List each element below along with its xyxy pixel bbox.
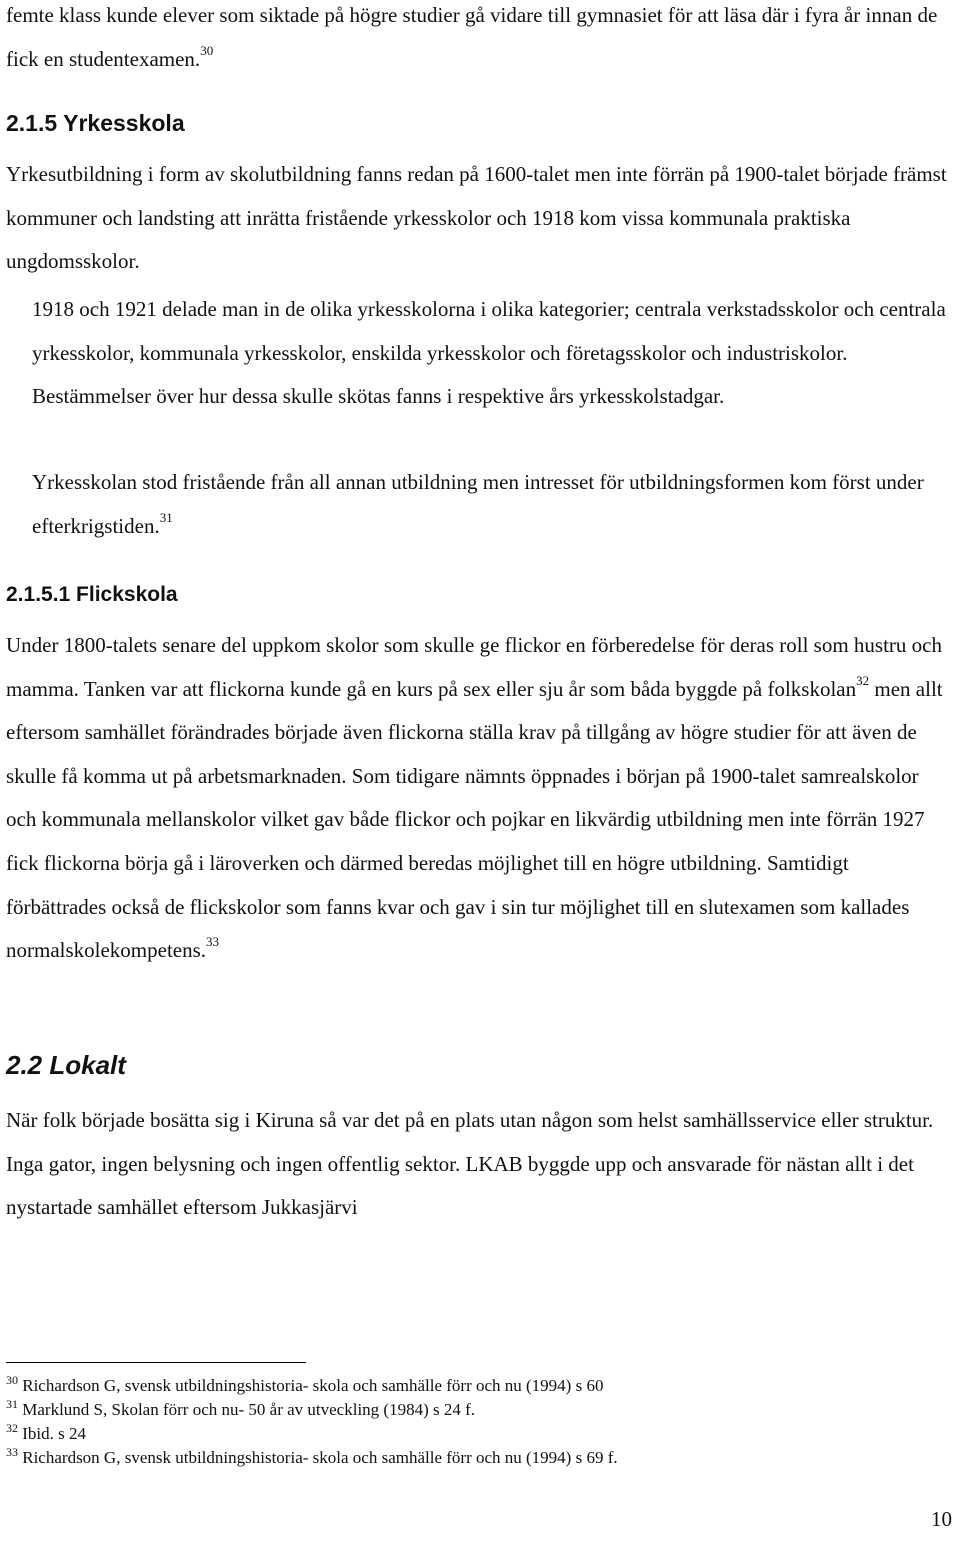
footnote-text: Richardson G, svensk utbildningshistoria- skola och samhälle förr och nu (1994) s 60	[22, 1376, 604, 1395]
footnote-item	[6, 1422, 951, 1446]
continuation-paragraph	[6, 0, 951, 81]
footnotes-list	[6, 1374, 951, 1470]
section-heading-yrkesskola: 2.1.5 Yrkesskola	[6, 110, 185, 136]
footnote-ref-30: 30	[200, 42, 214, 58]
paragraph-flickskola-part1: Under 1800-talets senare del uppkom skolor som skulle ge flickor en förberedelse för deras roll som hustru och mamma. Tanken var att flickorna kunde gå en kurs på sex eller sju år som båda byggde på folkskolan	[6, 633, 942, 701]
footnote-number: 33	[6, 1445, 18, 1459]
footnote-number: 30	[6, 1373, 18, 1387]
footnote-number: 32	[6, 1421, 18, 1435]
footnote-text: Ibid. s 24	[22, 1424, 86, 1443]
continuation-text: femte klass kunde elever som siktade på högre studier gå vidare till gymnasiet för att läsa där i fyra år innan de fick en studentexamen.	[6, 3, 938, 71]
section-heading-lokalt: 2.2 Lokalt	[6, 1050, 126, 1080]
paragraph-efterkrigstiden	[6, 461, 951, 548]
paragraph-lokalt: När folk började bosätta sig i Kiruna så var det på en plats utan någon som helst samhällsservice eller struktur. Inga gator, ingen belysning och ingen offentlig sektor. LKAB byggde upp och ansvarade för nästan allt i det nystartade samhället eftersom Jukkasjärvi	[6, 1108, 934, 1220]
paragraph-flickskola	[6, 624, 951, 973]
footnote-ref-33: 33	[206, 934, 220, 950]
footnote-text: Marklund S, Skolan förr och nu- 50 år av utveckling (1984) s 24 f.	[22, 1400, 476, 1419]
footnote-item	[6, 1398, 951, 1422]
footnote-item	[6, 1374, 951, 1398]
section-heading-flickskola: 2.1.5.1 Flickskola	[6, 583, 178, 606]
footnote-separator	[6, 1362, 306, 1363]
footnote-ref-31: 31	[159, 509, 173, 525]
footnote-text: Richardson G, svensk utbildningshistoria- skola och samhälle förr och nu (1994) s 69 f.	[22, 1448, 618, 1467]
footnote-item	[6, 1446, 951, 1470]
page-number: 10	[931, 1507, 952, 1531]
footnote-number: 31	[6, 1397, 18, 1411]
paragraph-yrkesutbildning: Yrkesutbildning i form av skolutbildning fanns redan på 1600-talet men inte förrän på 1900-talet började främst kommuner och landsting att inrätta fristående yrkesskolor och 1918 kom vissa kommunala praktiska ungdomsskolor.	[6, 162, 947, 274]
paragraph-kategorier: 1918 och 1921 delade man in de olika yrkesskolorna i olika kategorier; centrala verkstadsskolor och centrala yrkesskolor, kommunala yrkesskolor, enskilda yrkesskolor och företagsskolor och industriskolor. Bestämmelser över hur dessa skulle skötas fanns i respektive års yrkesskolstadgar.	[32, 297, 946, 409]
paragraph-efterkrigstiden-text: Yrkesskolan stod fristående från all annan utbildning men intresset för utbildningsformen kom först under efterkrigstiden.	[32, 470, 924, 538]
footnote-ref-32: 32	[856, 672, 870, 688]
paragraph-flickskola-part2: men allt eftersom samhället förändrades började även flickorna ställa krav på tillgång av högre studier för att även de skulle få komma ut på arbetsmarknaden. Som tidigare nämnts öppnades i början på 1900-talet samrealskolor och kommunala mellanskolor vilket gav både flickor och pojkar en likvärdig utbildning men inte förrän 1927 fick flickorna börja gå i läroverken och därmed beredas möjlighet till en högre utbildning. Samtidigt förbättrades också de flickskolor som fanns kvar och gav i sin tur möjlighet till en slutexamen som kallades normalskolekompetens.	[6, 676, 943, 963]
